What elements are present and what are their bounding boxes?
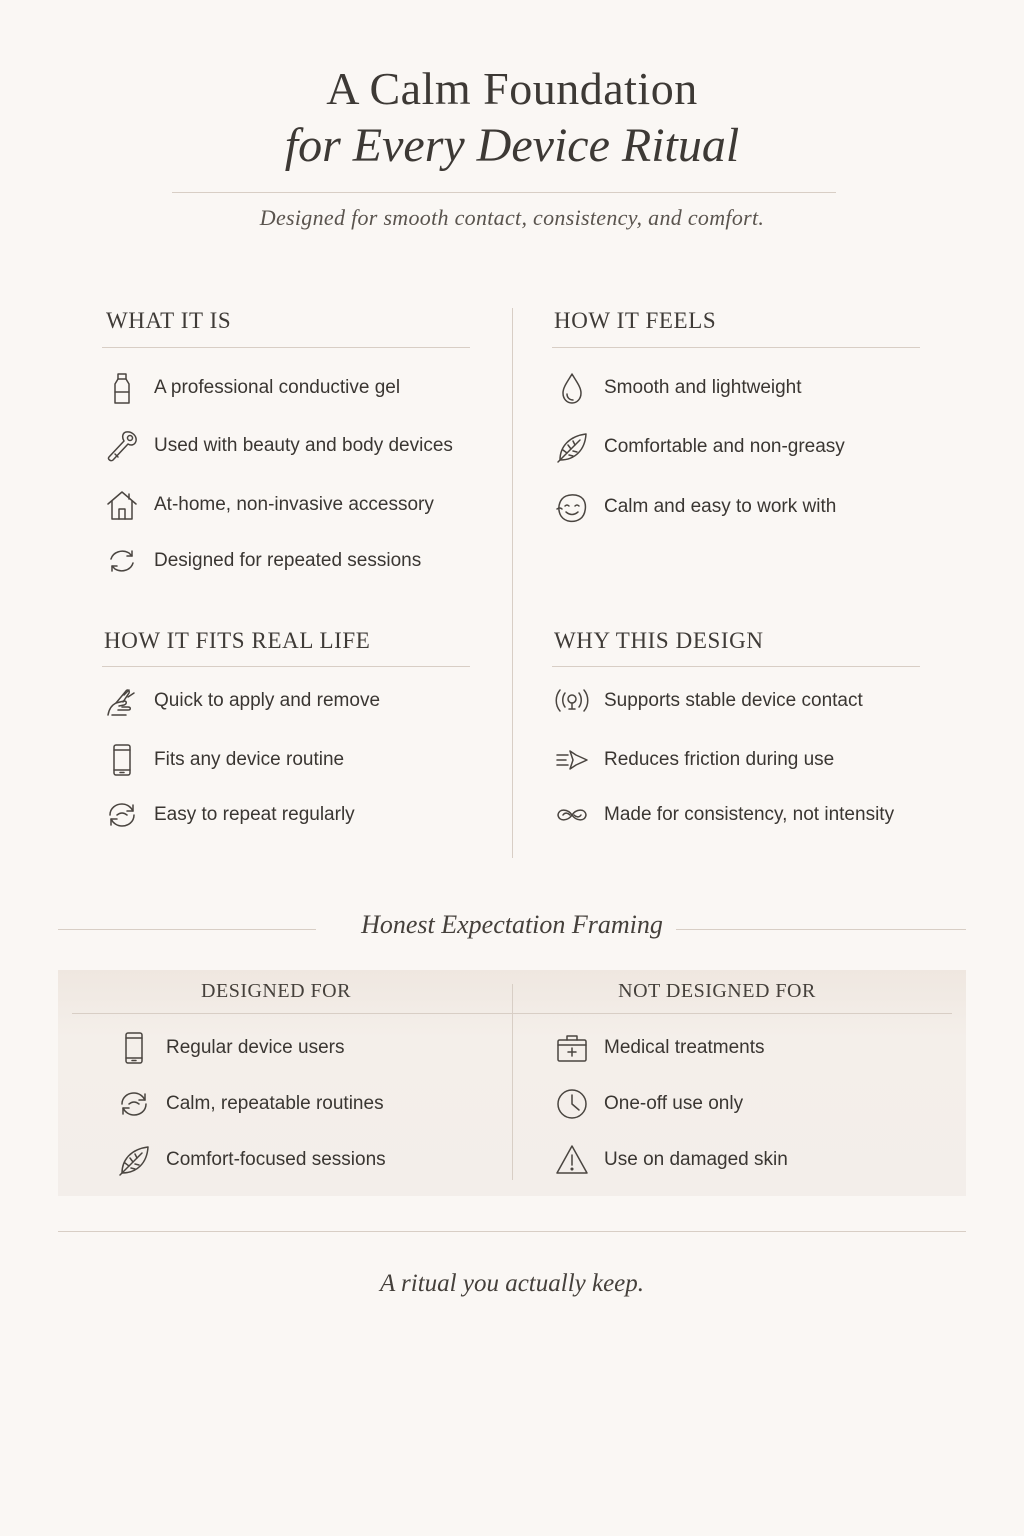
page-title-italic: for Every Device Ritual — [284, 119, 740, 172]
framing-rule-right — [676, 929, 966, 930]
hand-apply-icon — [102, 681, 142, 721]
list-item — [102, 539, 421, 583]
infinity-icon — [552, 795, 592, 835]
medical-kit-icon — [552, 1028, 592, 1068]
smile-face-icon — [552, 487, 592, 527]
list-item-label: Smooth and lightweight — [604, 377, 802, 398]
list-item — [552, 1138, 788, 1182]
list-item-label: Comfort-focused sessions — [166, 1149, 386, 1170]
signal-contact-icon — [552, 681, 592, 721]
list-item — [552, 1082, 743, 1126]
not-designed-for-heading: NOT DESIGNED FOR — [618, 980, 816, 1002]
section-divider-vertical — [512, 308, 513, 858]
list-item — [102, 738, 344, 782]
section-heading-how-it-feels: HOW IT FEELS — [554, 308, 717, 333]
list-item — [552, 366, 802, 410]
designed-for-heading: DESIGNED FOR — [201, 980, 351, 1002]
list-item — [102, 424, 453, 468]
section-heading-why-this-design: WHY THIS DESIGN — [554, 628, 764, 653]
list-item-label: One-off use only — [604, 1093, 744, 1114]
leaf-icon — [552, 427, 592, 467]
list-item — [552, 793, 894, 837]
warning-icon — [552, 1140, 592, 1180]
list-item — [552, 738, 834, 782]
list-item-label: At-home, non-invasive accessory — [154, 494, 434, 515]
repeat-icon — [102, 795, 142, 835]
list-item-label: Quick to apply and remove — [154, 690, 381, 711]
list-item — [102, 793, 355, 837]
list-item — [102, 679, 380, 723]
list-item — [552, 425, 845, 469]
list-item-label: Regular device users — [166, 1037, 345, 1058]
list-item — [114, 1082, 384, 1126]
repeat-icon — [114, 1084, 154, 1124]
clock-icon — [552, 1084, 592, 1124]
title-divider — [172, 192, 836, 193]
list-item-label: A professional conductive gel — [154, 377, 401, 398]
footer-tagline: A ritual you actually keep. — [379, 1270, 645, 1297]
leaf-icon — [114, 1140, 154, 1180]
list-item — [114, 1026, 344, 1070]
section-rule — [552, 666, 920, 667]
section-rule — [102, 666, 470, 667]
subtitle: Designed for smooth contact, consistency, and comfort. — [259, 205, 765, 230]
list-item-label: Supports stable device contact — [604, 690, 863, 711]
list-item — [102, 366, 400, 410]
list-item-label: Comfortable and non-greasy — [604, 436, 845, 457]
list-item-label: Used with beauty and body devices — [154, 435, 453, 456]
bottle-icon — [102, 368, 142, 408]
section-heading-how-it-fits: HOW IT FITS REAL LIFE — [104, 628, 371, 653]
list-item — [552, 485, 836, 529]
section-rule — [102, 347, 470, 348]
list-item — [102, 483, 434, 527]
refresh-icon — [102, 541, 142, 581]
list-item-label: Designed for repeated sessions — [154, 550, 422, 571]
footer-rule — [58, 1231, 966, 1232]
list-item-label: Reduces friction during use — [604, 749, 835, 770]
list-item-label: Calm and easy to work with — [604, 496, 837, 517]
home-icon — [102, 485, 142, 525]
panel-divider-vertical — [512, 984, 513, 1180]
section-rule — [552, 347, 920, 348]
phone-icon — [114, 1028, 154, 1068]
expectation-panel — [58, 970, 966, 1196]
list-item-label: Fits any device routine — [154, 749, 345, 770]
list-item — [552, 679, 863, 723]
list-item-label: Easy to repeat regularly — [154, 804, 355, 825]
low-friction-icon — [552, 740, 592, 780]
list-item-label: Made for consistency, not intensity — [604, 804, 895, 825]
page-title: A Calm Foundation — [326, 63, 698, 114]
section-heading-what-it-is: WHAT IT IS — [106, 308, 232, 333]
list-item-label: Medical treatments — [604, 1037, 765, 1058]
beauty-device-icon — [102, 426, 142, 466]
droplet-icon — [552, 368, 592, 408]
list-item — [552, 1026, 765, 1070]
list-item-label: Calm, repeatable routines — [166, 1093, 384, 1114]
phone-icon — [102, 740, 142, 780]
framing-title: Honest Expectation Framing — [361, 910, 663, 939]
list-item-label: Use on damaged skin — [604, 1149, 788, 1170]
list-item — [114, 1138, 386, 1182]
